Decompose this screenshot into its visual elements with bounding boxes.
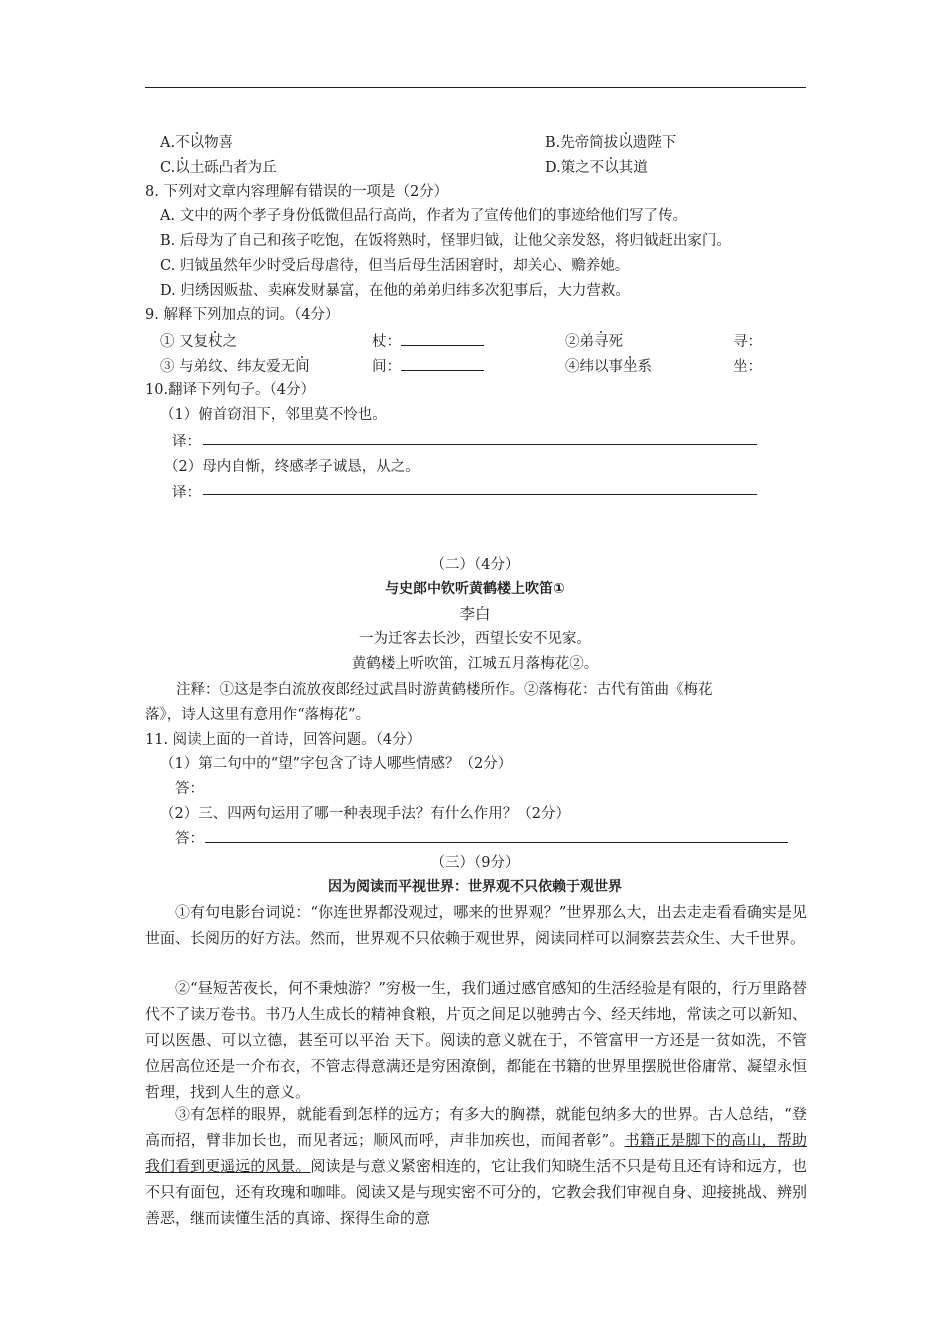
q10-stem: 10.翻译下列句子。（4分） xyxy=(145,382,316,398)
q9-item-3: ③ 与弟纹、纬友爱无间 xyxy=(160,359,310,375)
q7-option-b: B.先帝简拔以遗陛下 xyxy=(545,135,677,151)
underlined-sentence: 书籍正是脚下的高山，帮助我们看到更遥远的风景。 xyxy=(145,1131,807,1175)
q7-option-c: C.以土砾凸者为丘 xyxy=(160,160,277,176)
q10-yi-label-2: 译： xyxy=(172,485,201,501)
q11-sub-1: （1）第二句中的“望”字包含了诗人哪些情感？（2分） xyxy=(160,756,513,772)
article-paragraph-1: ①有句电影台词说：“你连世界都没观过，哪来的世界观？”世界那么大，出去走走看看确实是见世面、长阅历的好方法。然而，世界观不只依赖于观世界，阅读同样可以洞察芸芸众生、大千世界。 xyxy=(145,903,807,947)
q11-stem: 11. 阅读上面的一首诗，回答问题。（4分） xyxy=(145,732,422,748)
q11-da-label-2: 答： xyxy=(175,831,204,847)
q11-da-label-1: 答： xyxy=(175,781,204,797)
poem-line-1: 一为迁客去长沙，西望长安不见家。 xyxy=(359,631,591,647)
dotted-char: 以 xyxy=(618,135,633,151)
answer-line[interactable] xyxy=(205,842,788,843)
q9-key-3: 间： xyxy=(372,355,484,376)
q10-yi-label-1: 译： xyxy=(172,434,201,450)
q9-key-2: 寻： xyxy=(733,334,762,350)
article-title: 因为阅读而平视世界：世界观不只依赖于观世界 xyxy=(328,879,622,895)
article-paragraph-2: ②“昼短苦夜长，何不秉烛游？”穷极一生，我们通过感官感知的生活经验是有限的，行万里路替代不了读万卷书。书乃人生成长的精神食粮，片页之间足以驰骋古今、经天纬地，常读之可以新知、可以医愚、可以立德，甚至可以平治 天下。阅读的意义就在于，不管富甲一方还是一贫如洗，不管位居高位还是一介布衣，不管志得意满还是穷困潦倒，都能在书籍的世界里摆脱世俗庸常、凝望永恒哲理，找到人生的意义。 xyxy=(145,979,807,1101)
poem-line-2: 黄鹤楼上听吹笛，江城五月落梅花②。 xyxy=(351,656,599,672)
q9-key-4: 坐： xyxy=(733,359,762,375)
poem-note-line-1: 注释：①这是李白流放夜郎经过武昌时游黄鹤楼所作。②落梅花：古代有笛曲《梅花 xyxy=(176,682,713,698)
dotted-char: 以 xyxy=(189,135,205,151)
answer-line[interactable] xyxy=(203,494,757,495)
answer-blank[interactable] xyxy=(401,333,484,346)
q9-item-4: ④纬以事坐系 xyxy=(565,359,652,375)
q10-sentence-2: （2）母内自惭，终感孝子诚恳，从之。 xyxy=(164,459,420,475)
q7-option-a: A.不以物喜 xyxy=(160,135,234,151)
q8-option-a: A. 文中的两个孝子身份低微但品行高尚，作者为了宣传他们的事迹给他们写了传。 xyxy=(160,208,688,224)
q9-stem: 9. 解释下列加点的词。（4分） xyxy=(145,307,340,323)
dotted-char: 间 xyxy=(295,359,310,375)
q10-sentence-1: （1）俯首窃泪下，邻里莫不怜也。 xyxy=(160,407,387,423)
poem-author: 李白 xyxy=(459,605,491,623)
article-paragraph-3: ③有怎样的眼界，就能看到怎样的远方；有多大的胸襟，就能包纳多大的世界。古人总结，“登高而招，臂非加长也，而见者远；顺风而呼，声非加疾也，而闻者彰”。书籍正是脚下的高山，帮助我们看到更遥远的风景。阅读是与意义紧密相连的，它让我们知晓生活不只是苟且还有诗和远方，也不只有面包，还有玫瑰和咖啡。阅读又是与现实密不可分的，它教会我们审视自身、迎接挑战、辨别善恶，继而读懂生活的真谛、探得生命的意 xyxy=(145,1105,807,1227)
q7-option-d: D.策之不以其道 xyxy=(545,160,648,176)
q9-key-1: 杖： xyxy=(372,330,484,351)
poem-title: 与史郎中钦听黄鹤楼上吹笛① xyxy=(385,581,565,597)
section-2-header: （二）（4分） xyxy=(430,557,520,573)
q8-option-c: C. 归钺虽然年少时受后母虐待，但当后母生活困窘时，却关心、赡养她。 xyxy=(160,258,630,274)
dotted-char: 以 xyxy=(604,160,619,176)
answer-blank[interactable] xyxy=(401,358,484,371)
q9-item-1: ① 又复杖之 xyxy=(160,334,238,350)
answer-line[interactable] xyxy=(203,444,757,445)
q8-option-d: D. 归绣因贩盐、卖麻发财暴富，在他的弟弟归纬多次犯事后，大力营救。 xyxy=(160,283,630,299)
dotted-char: 寻 xyxy=(594,334,609,350)
q8-stem: 8. 下列对文章内容理解有错误的一项是（2分） xyxy=(145,184,449,200)
dotted-char: 以 xyxy=(175,160,190,176)
q8-option-b: B. 后母为了自己和孩子吃饱，在饭将熟时，怪罪归钺，让他父亲发怒，将归钺赶出家门。 xyxy=(160,233,731,249)
header-rule xyxy=(145,87,806,88)
section-3-header: （三）（9分） xyxy=(430,855,520,871)
dotted-char: 杖 xyxy=(208,334,223,350)
q9-item-2: ②弟寻死 xyxy=(565,334,623,350)
poem-note-line-2: 落》，诗人这里有意用作“落梅花”。 xyxy=(145,707,371,723)
dotted-char: 坐 xyxy=(623,359,638,375)
q11-sub-2: （2）三、四两句运用了哪一种表现手法？有什么作用？（2分） xyxy=(160,806,570,822)
